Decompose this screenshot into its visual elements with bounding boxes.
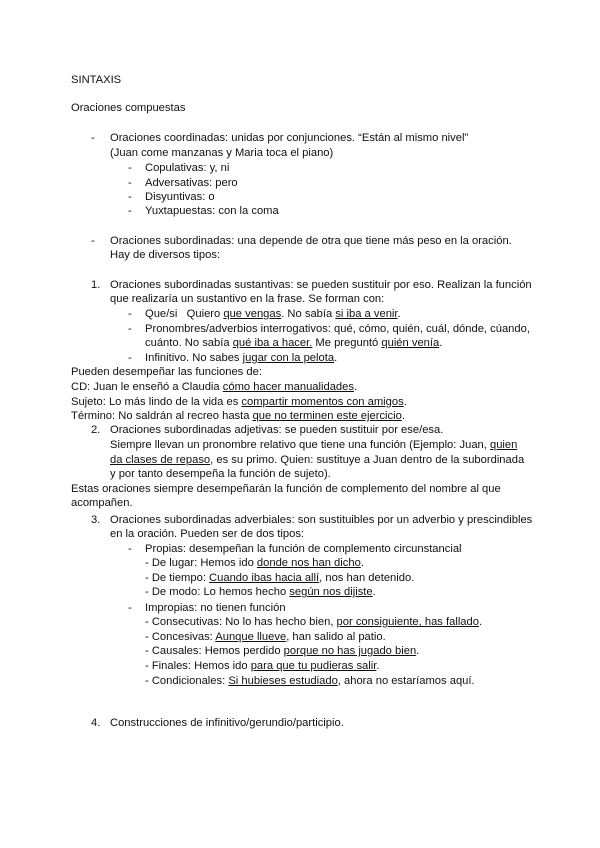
sustantivas-item-interrogativos-line1: Pronombres/adverbios interrogativos: qué, cómo, quién, cuál, dónde, cúando,: [145, 323, 530, 335]
coord-item-disyuntivas: Disyuntivas: o: [145, 191, 215, 203]
underlined-example: que no terminen este ejercicio: [252, 410, 402, 422]
underlined-example: donde nos han dicho: [256, 557, 361, 569]
bullet-dash: -: [128, 543, 132, 555]
adjetivas-note-line2: acompañen.: [71, 497, 133, 509]
bullet-dash: -: [128, 352, 132, 364]
subord-line1: Oraciones subordinadas: una depende de otra que tiene más peso en la oración.: [110, 235, 512, 247]
list-number: 2.: [91, 424, 101, 436]
list-number: 4.: [91, 717, 101, 729]
sustantivas-line1: Oraciones subordinadas sustantivas: se pueden sustituir por eso. Realizan la función: [110, 279, 532, 291]
bullet-dash: -: [128, 191, 132, 203]
underlined-example: si iba a venir: [335, 308, 398, 320]
construcciones-line: Construcciones de infinitivo/gerundio/participio.: [110, 717, 344, 729]
list-number: 3.: [91, 514, 101, 526]
adverbiales-condicionales: - Condicionales: Si hubieses estudiado, ahora no estaríamos aquí.: [145, 675, 475, 687]
adverbiales-causales: - Causales: Hemos perdido porque no has jugado bien.: [145, 645, 420, 657]
funciones-heading: Pueden desempeñar las funciones de:: [71, 366, 262, 378]
adverbiales-lugar: - De lugar: Hemos ido donde nos han dicho.: [145, 557, 364, 569]
sustantivas-item-infinitivo: Infinitivo. No sabes jugar con la pelota.: [145, 352, 338, 364]
bullet-dash: -: [128, 177, 132, 189]
coord-item-yuxtapuestas: Yuxtapuestas: con la coma: [145, 205, 279, 217]
adverbiales-line2: en la oración. Pueden ser de dos tipos:: [110, 528, 305, 540]
coord-item-adversativas: Adversativas: pero: [145, 177, 238, 189]
bullet-dash: -: [91, 132, 95, 144]
underlined-example: porque no has jugado bien: [283, 645, 417, 657]
adjetivas-note-line1: Estas oraciones siempre desempeñarán la función de complemento del nombre al que: [71, 483, 501, 495]
adverbiales-modo: - De modo: Lo hemos hecho según nos dijiste.: [145, 586, 376, 598]
underlined-example: que vengas: [223, 308, 282, 320]
adverbiales-propias: Propias: desempeñan la función de complemento circunstancial: [145, 543, 462, 555]
section-heading: Oraciones compuestas: [71, 102, 186, 114]
underlined-example: jugar con la pelota: [242, 352, 335, 364]
funcion-termino: Término: No saldrán al recreo hasta que no terminen este ejercicio.: [71, 410, 405, 422]
underlined-example: compartir momentos con amigos: [241, 396, 404, 408]
bullet-dash: -: [128, 205, 132, 217]
bullet-dash: -: [128, 308, 132, 320]
subord-line2: Hay de diversos tipos:: [110, 249, 221, 261]
adjetivas-line2: Siempre llevan un pronombre relativo que tiene una función (Ejemplo: Juan, quien: [110, 439, 518, 451]
underlined-example: Si hubieses estudiado: [228, 675, 338, 687]
underlined-example: Cuando ibas hacia allí: [209, 572, 320, 584]
coord-item-copulativas: Copulativas: y, ni: [145, 162, 230, 174]
adverbiales-line1: Oraciones subordinadas adverbiales: son sustituibles por un adverbio y prescindibles: [110, 514, 533, 526]
underlined-example: para que tu pudieras salir: [250, 660, 377, 672]
adjetivas-line3: da clases de repaso, es su primo. Quien: sustituye a Juan dentro de la subordinada: [110, 454, 525, 466]
underlined-example: da clases de repaso: [110, 454, 211, 466]
adjetivas-line1: Oraciones subordinadas adjetivas: se pueden sustituir por ese/esa.: [110, 424, 444, 436]
underlined-example: quien: [489, 439, 518, 451]
adverbiales-concesivas: - Concesivas: Aunque llueve, han salido al patio.: [145, 631, 386, 643]
funcion-sujeto: Sujeto: Lo más lindo de la vida es compartir momentos con amigos.: [71, 396, 407, 408]
underlined-example: cómo hacer manualidades: [222, 381, 354, 393]
underlined-example: qué iba a hacer.: [232, 337, 313, 349]
page-title: SINTAXIS: [71, 74, 122, 86]
sustantivas-item-que-si: Que/si Quiero que vengas. No sabía si iba a venir.: [145, 308, 401, 320]
adjetivas-line4: y por tanto desempeña la función de sujeto).: [110, 468, 331, 480]
list-number: 1.: [91, 279, 101, 291]
adverbiales-finales: - Finales: Hemos ido para que tu pudieras salir.: [145, 660, 380, 672]
sustantivas-item-interrogativos-line2: cuánto. No sabía qué iba a hacer. Me preguntó quién venía.: [145, 337, 443, 349]
bullet-dash: -: [128, 323, 132, 335]
bullet-dash: -: [128, 162, 132, 174]
adverbiales-impropias: Impropias: no tienen función: [145, 602, 286, 614]
coord-line2: (Juan come manzanas y Maria toca el piano): [110, 147, 334, 159]
underlined-example: por consiguiente, has fallado: [336, 616, 479, 628]
bullet-dash: -: [91, 235, 95, 247]
adverbiales-tiempo: - De tiempo: Cuando ibas hacia allí, nos han detenido.: [145, 572, 415, 584]
funcion-cd: CD: Juan le enseñó a Claudia cómo hacer manualidades.: [71, 381, 358, 393]
bullet-dash: -: [128, 602, 132, 614]
underlined-example: según nos dijiste: [289, 586, 373, 598]
underlined-example: quién venía: [381, 337, 440, 349]
sustantivas-line2: que realizaría un sustantivo en la frase. Se forman con:: [110, 293, 385, 305]
underlined-example: Aunque llueve: [215, 631, 287, 643]
adverbiales-consecutivas: - Consecutivas: No lo has hecho bien, por consiguiente, has fallado.: [145, 616, 483, 628]
coord-line1: Oraciones coordinadas: unidas por conjunciones. “Están al mismo nivel”: [110, 132, 469, 144]
